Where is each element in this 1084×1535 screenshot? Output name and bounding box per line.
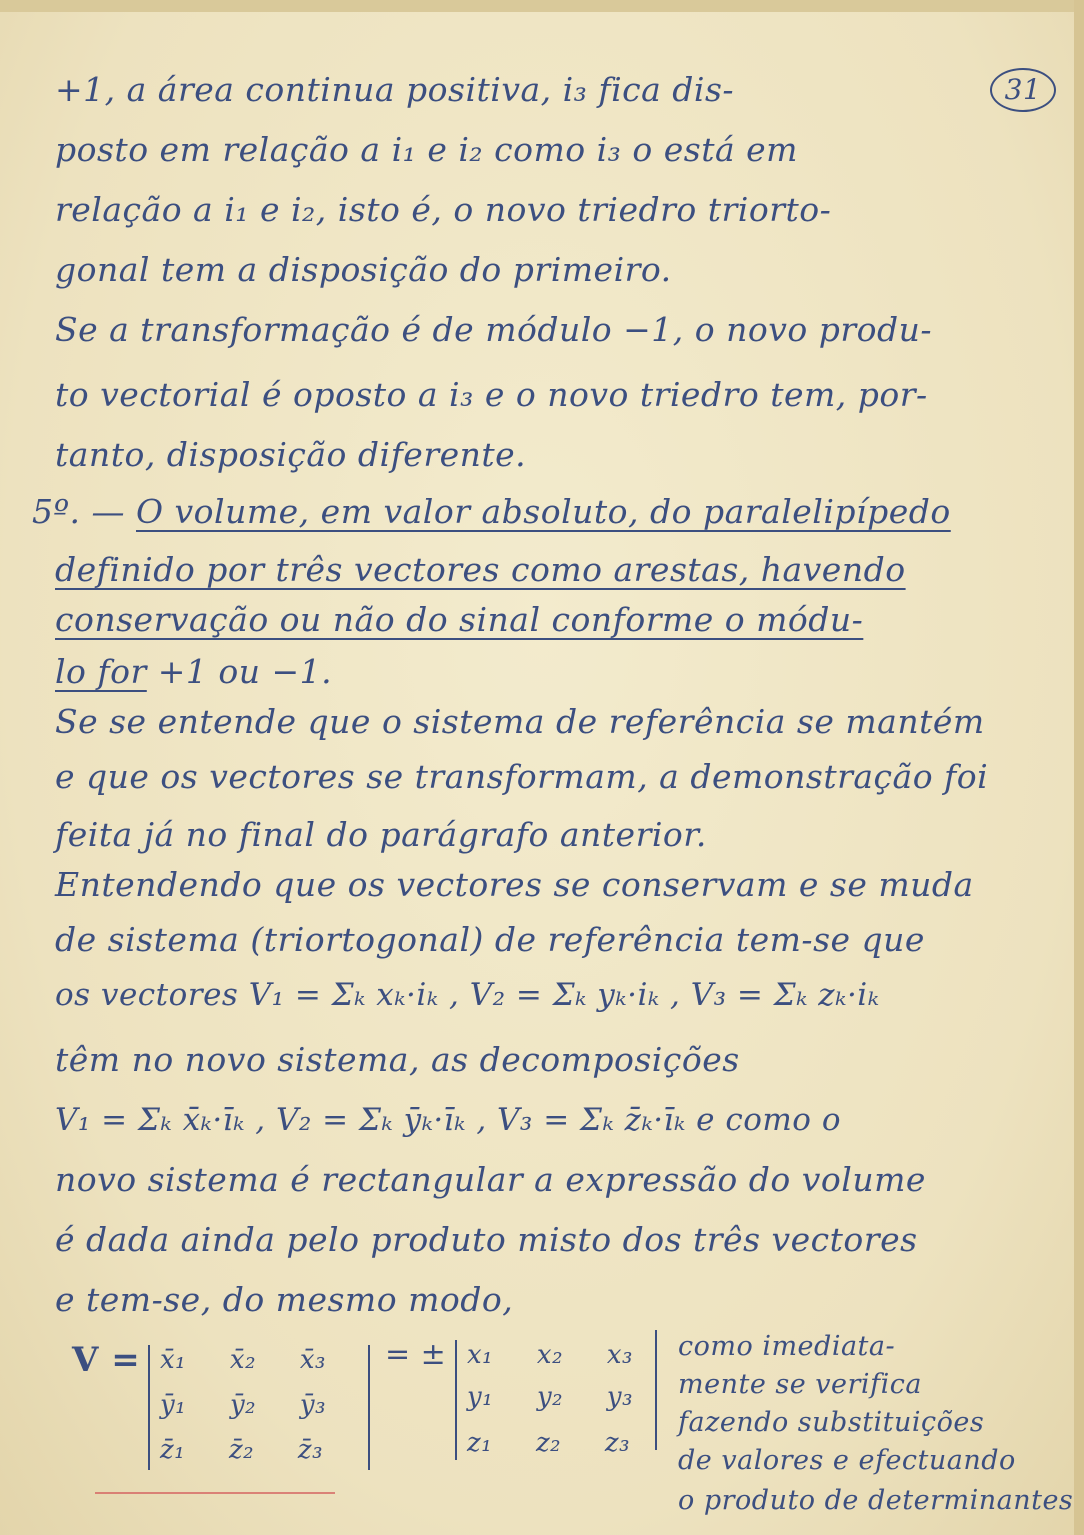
det-right-cell: z₁ bbox=[467, 1428, 493, 1458]
det-left-cell: z̄₂ bbox=[228, 1435, 255, 1465]
det-left-cell: x̄₁ bbox=[160, 1345, 187, 1375]
section-5-underlined-2: definido por três vectores como arestas, havendo bbox=[55, 550, 906, 589]
red-pencil-mark bbox=[95, 1492, 335, 1494]
det-left-row-3 bbox=[160, 1435, 323, 1465]
body-line-5: de sistema (triortogonal) de referência tem-se que bbox=[55, 920, 925, 959]
section-5-underlined-1: O volume, em valor absoluto, do paralelipípedo bbox=[136, 492, 951, 531]
det-right-cell: x₃ bbox=[606, 1340, 633, 1370]
text-line-2: posto em relação a i₁ e i₂ como i₃ o está em bbox=[55, 130, 798, 169]
body-line-10: é dada ainda pelo produto misto dos três vectores bbox=[55, 1220, 918, 1259]
body-line-4: Entendendo que os vectores se conservam e se muda bbox=[55, 865, 974, 904]
body-line-11: e tem-se, do mesmo modo, bbox=[55, 1280, 514, 1319]
det-right-cell: x₂ bbox=[536, 1340, 564, 1370]
det-left-row-2 bbox=[160, 1390, 326, 1420]
det-left-row-1 bbox=[160, 1345, 326, 1375]
det-left-cell: x̄₃ bbox=[299, 1345, 326, 1375]
side-note-line-4: de valores e efectuando bbox=[678, 1445, 1016, 1476]
side-note-line-2: mente se verifica bbox=[678, 1369, 922, 1400]
paper-right-edge bbox=[1074, 0, 1084, 1535]
det-left-bar-1 bbox=[148, 1345, 150, 1470]
det-right-cell: z₂ bbox=[535, 1428, 562, 1458]
det-left-cell: ȳ₃ bbox=[299, 1390, 327, 1420]
det-right-row-3 bbox=[467, 1428, 630, 1458]
det-right-cell: y₃ bbox=[606, 1382, 634, 1412]
side-note-line-5: o produto de determinantes bbox=[678, 1485, 1074, 1516]
det-left-cell: x̄₂ bbox=[229, 1345, 257, 1375]
det-right-bar-2 bbox=[655, 1330, 657, 1450]
det-right-bar-1 bbox=[455, 1340, 457, 1460]
paper-top-edge bbox=[0, 0, 1084, 12]
body-line-7: têm no novo sistema, as decomposições bbox=[55, 1040, 740, 1079]
det-right-cell: y₁ bbox=[467, 1382, 494, 1412]
section-5-line-4 bbox=[55, 652, 1045, 692]
page-number-circle: 31 bbox=[990, 68, 1056, 112]
text-line-1: +1, a área continua positiva, i₃ fica dis- bbox=[55, 70, 735, 109]
side-note-line-1: como imediata- bbox=[678, 1331, 896, 1362]
text-line-6: to vectorial é oposto a i₃ e o novo triedro tem, por- bbox=[55, 375, 928, 414]
section-5-line-1 bbox=[32, 492, 1022, 532]
text-line-7: tanto, disposição diferente. bbox=[55, 435, 527, 474]
section-5-tail: +1 ou −1. bbox=[157, 652, 333, 691]
det-right-cell: x₁ bbox=[467, 1340, 494, 1370]
section-5-label: 5º. — bbox=[32, 492, 125, 531]
body-line-3: feita já no final do parágrafo anterior. bbox=[55, 815, 707, 854]
det-right-row-1 bbox=[467, 1340, 633, 1370]
text-line-3: relação a i₁ e i₂, isto é, o novo triedro triorto- bbox=[55, 190, 832, 229]
text-line-4: gonal tem a disposição do primeiro. bbox=[55, 250, 672, 289]
body-line-6: os vectores V₁ = Σₖ xₖ·iₖ , V₂ = Σₖ yₖ·iₖ , V₃ = Σₖ zₖ·iₖ bbox=[55, 977, 880, 1013]
det-left-cell: ȳ₂ bbox=[229, 1390, 257, 1420]
det-left-cell: z̄₃ bbox=[297, 1435, 324, 1465]
section-5-underlined-3: conservação ou não do sinal conforme o módu- bbox=[55, 600, 864, 639]
det-left-cell: z̄₁ bbox=[160, 1435, 186, 1465]
side-note-line-3: fazendo substituições bbox=[678, 1407, 985, 1438]
text-line-5: Se a transformação é de módulo −1, o novo produ- bbox=[55, 310, 933, 349]
det-right-row-2 bbox=[467, 1382, 633, 1412]
body-line-2: e que os vectores se transformam, a demonstração foi bbox=[55, 757, 989, 796]
body-line-1: Se se entende que o sistema de referência se mantém bbox=[55, 702, 985, 741]
det-left-cell: ȳ₁ bbox=[160, 1390, 187, 1420]
volume-symbol: V = bbox=[72, 1340, 141, 1380]
det-right-cell: y₂ bbox=[536, 1382, 564, 1412]
det-right-cell: z₃ bbox=[604, 1428, 631, 1458]
section-5-underlined-4: lo for bbox=[55, 652, 147, 691]
det-equals-sign: = ± bbox=[385, 1337, 447, 1372]
body-line-8: V₁ = Σₖ x̄ₖ·īₖ , V₂ = Σₖ ȳₖ·īₖ , V₃ = Σₖ z̄ₖ·īₖ e como o bbox=[55, 1102, 841, 1138]
body-line-9: novo sistema é rectangular a expressão do volume bbox=[55, 1160, 926, 1199]
det-left-bar-2 bbox=[368, 1345, 370, 1470]
